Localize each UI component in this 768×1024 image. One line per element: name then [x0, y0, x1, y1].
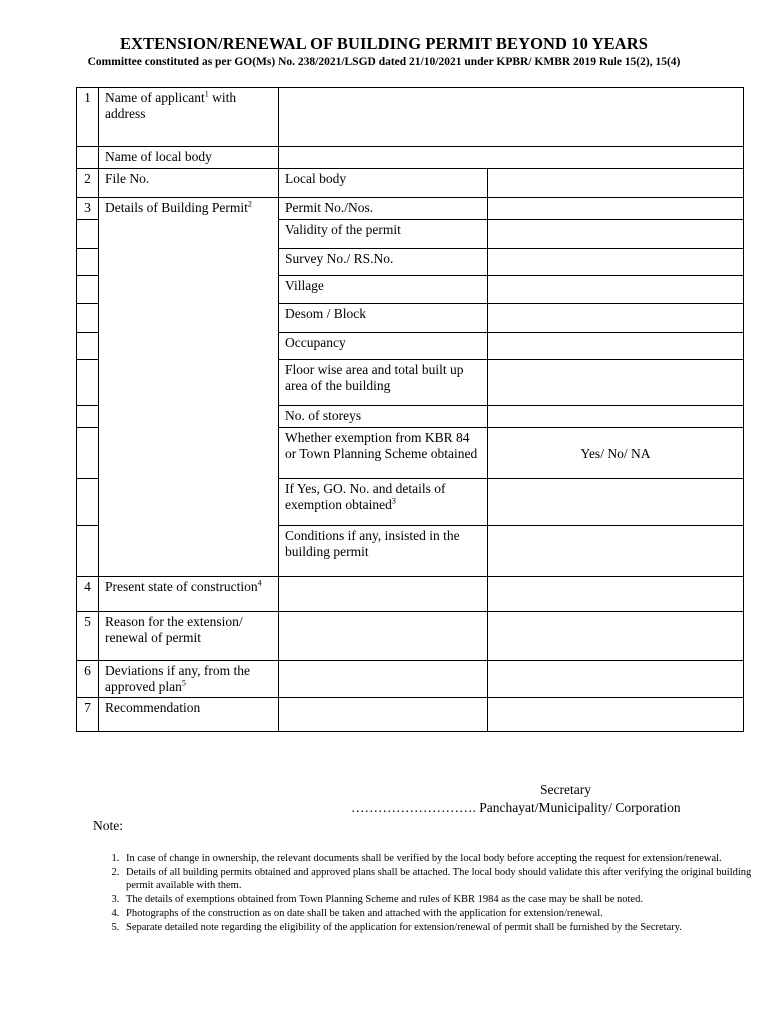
renewal-reason-field[interactable] [279, 612, 488, 661]
recommendation-field[interactable] [279, 698, 488, 732]
notes-list [96, 852, 762, 935]
construction-state-field[interactable] [279, 577, 488, 612]
deviations-label: Deviations if any, from the approved plan$^5$ [99, 661, 279, 698]
permit-validity-label: Validity of the permit [279, 220, 488, 249]
conditions-field[interactable] [488, 526, 744, 577]
renewal-reason-label: Reason for the extension/ renewal of permit [99, 612, 279, 661]
storeys-field[interactable] [488, 406, 744, 428]
deviations-field[interactable] [279, 661, 488, 698]
permit-no-field[interactable] [488, 198, 744, 220]
note-item: 2. Details of all building permits obtained and approved plans shall be attached. The local body should validate this after verifying the original building permit available with them. [122, 866, 762, 892]
construction-state-field-2[interactable] [488, 577, 744, 612]
local-body-signature-line: ………………………. Panchayat/Municipality/ Corporation [351, 800, 681, 815]
document-subtitle: Committee constituted as per GO(Ms) No. 238/2021/LSGD dated 21/10/2021 under KPBR/ KMBR 2019 Rule 15(2), 15(4) [87, 56, 681, 68]
row-number: 5 [77, 612, 99, 661]
note-item: 1. In case of change in ownership, the relevant documents shall be verified by the local body before accepting the request for extension/renewal. [122, 852, 762, 865]
local-body-label: Local body [279, 169, 488, 198]
permit-validity-field[interactable] [488, 220, 744, 249]
occupancy-label: Occupancy [279, 333, 488, 360]
document-title: EXTENSION/RENEWAL OF BUILDING PERMIT BEYOND 10 YEARS [119, 34, 649, 53]
row-number: 4 [77, 577, 99, 612]
row-number: 1 [77, 88, 99, 147]
occupancy-field[interactable] [488, 333, 744, 360]
exemption-details-label: If Yes, GO. No. and details of exemption obtained$^3$ [279, 479, 488, 526]
applicant-label: Name of applicant$^1$ with address [99, 88, 279, 147]
exemption-question-label: Whether exemption from KBR 84 or Town Planning Scheme obtained [279, 428, 488, 479]
file-no-label: File No. [99, 169, 279, 198]
note-item: 5. Separate detailed note regarding the eligibility of the application for extension/renewal of permit shall be furnished by the Secretary. [122, 921, 762, 934]
renewal-reason-field-2[interactable] [488, 612, 744, 661]
local-body-name-label: Name of local body [99, 147, 279, 169]
row-number: 2 [77, 169, 99, 198]
building-permit-label: Details of Building Permit$^2$ [99, 198, 279, 577]
village-label: Village [279, 276, 488, 304]
applicant-field[interactable] [279, 88, 744, 147]
exemption-details-field[interactable] [488, 479, 744, 526]
floor-area-label: Floor wise area and total built up area of the building [279, 360, 488, 406]
desom-block-label: Desom / Block [279, 304, 488, 333]
survey-no-field[interactable] [488, 249, 744, 276]
secretary-label: Secretary [540, 782, 591, 797]
row-number: 7 [77, 698, 99, 732]
recommendation-label: Recommendation [99, 698, 279, 732]
desom-block-field[interactable] [488, 304, 744, 333]
note-heading: Note: [93, 818, 123, 833]
floor-area-field[interactable] [488, 360, 744, 406]
file-no-field[interactable] [488, 169, 744, 198]
construction-state-label: Present state of construction$^4$ [99, 577, 279, 612]
recommendation-field-2[interactable] [488, 698, 744, 732]
survey-no-label: Survey No./ RS.No. [279, 249, 488, 276]
local-body-name-field[interactable] [279, 147, 744, 169]
row-number: 3 [77, 198, 99, 220]
permit-no-label: Permit No./Nos. [279, 198, 488, 220]
note-item: 3. The details of exemptions obtained from Town Planning Scheme and rules of KBR 1984 as the case may be shall be noted. [122, 893, 762, 906]
exemption-answer-options[interactable]: Yes/ No/ NA [488, 428, 744, 479]
village-field[interactable] [488, 276, 744, 304]
note-item: 4. Photographs of the construction as on date shall be taken and attached with the application for extension/renewal. [122, 907, 762, 920]
row-number: 6 [77, 661, 99, 698]
conditions-label: Conditions if any, insisted in the building permit [279, 526, 488, 577]
deviations-field-2[interactable] [488, 661, 744, 698]
permit-form-table [76, 87, 744, 732]
storeys-label: No. of storeys [279, 406, 488, 428]
